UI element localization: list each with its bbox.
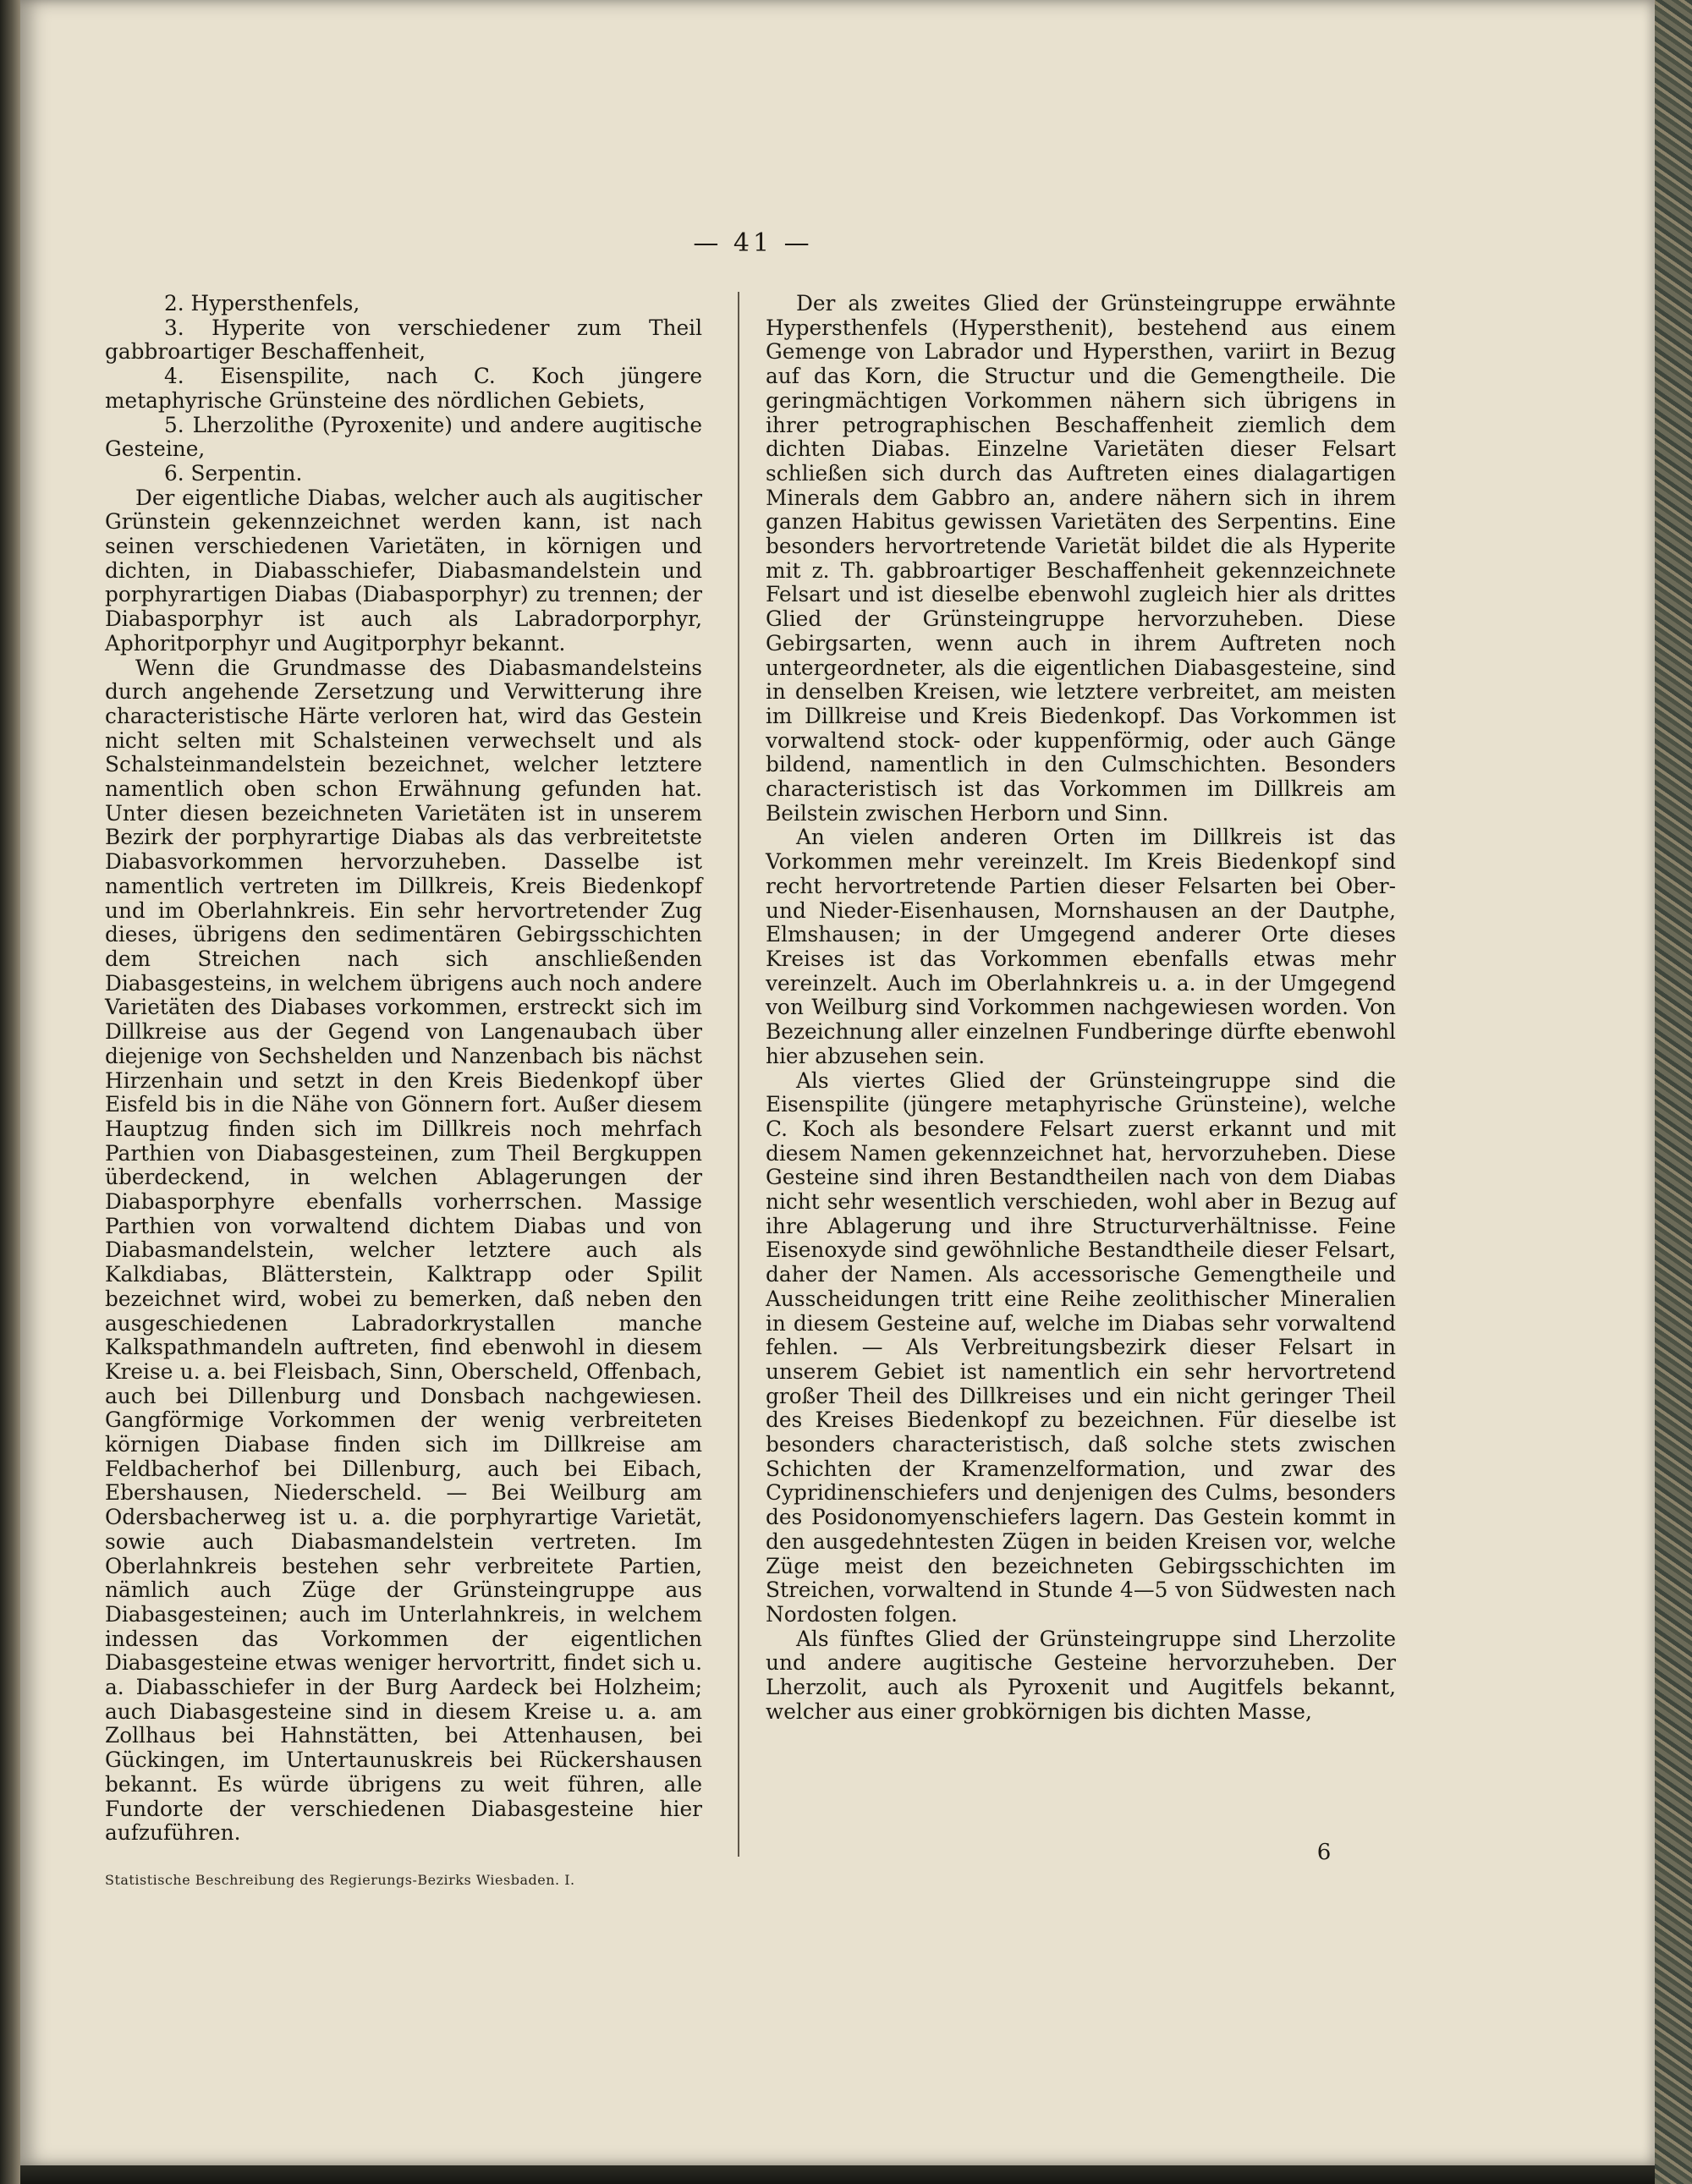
right-text-column [766, 292, 1396, 1724]
paragraph: An vielen anderen Orten im Dillkreis ist das Vorkommen mehr vereinzelt. Im Kreis Biedenkopf sind recht hervortretende Partien dieser Felsarten bei Ober- und Nieder-Eisenhausen, Mornshausen an der Dautphe, Elmshausen; in der Umgegend anderer Orte dieses Kreises ist das Vorkommen ebenfalls etwas mehr vereinzelt. Auch im Oberlahnkreis u. a. in der Umgegend von Weilburg sind Vorkommen nachgewiesen worden. Von Bezeichnung aller einzelnen Fundberinge dürfte ebenwohl hier abzusehen sein. [766, 825, 1396, 1068]
list-item: 5. Lherzolithe (Pyroxenite) und andere augitische Gesteine, [105, 412, 702, 462]
paragraph: Der eigentliche Diabas, welcher auch als augitischer Grünstein gekennzeichnet werden kann, ist nach seinen verschiedenen Varietäten, in körnigen und dichten, in Diabasschiefer, Diabasmandelstein und porphyrartigen Diabas (Diabasporphyr) zu trennen; der Diabasporphyr ist auch als Labradorporphyr, Aphoritporphyr und Augitporphyr bekannt. [105, 485, 702, 656]
paragraph: Der als zweites Glied der Grünsteingruppe erwähnte Hypersthenfels (Hypersthenit), bestehend aus einem Gemenge von Labrador und Hypersthen, variirt in Bezug auf das Korn, die Structur und die Gemengtheile. Die geringmächtigen Vorkommen nähern sich übrigens in ihrer petrographischen Beschaffenheit ziemlich dem dichten Diabas. Einzelne Varietäten dieser Felsart schließen sich durch das Auftreten eines dialagartigen Minerals dem Gabbro an, andere nähern sich in ihrem ganzen Habitus gewissen Varietäten des Serpentins. Eine besonders hervortretende Varietät bildet die als Hyperite mit z. Th. gabbroartiger Beschaffenheit gekennzeichnete Felsart und ist dieselbe ebenwohl zugleich hier als drittes Glied der Grünsteingruppe hervorzuheben. Diese Gebirgsarten, wenn auch in ihrem Auftreten noch untergeordneter, als die eigentlichen Diabasgesteine, sind in denselben Kreisen, wie letztere verbreitet, am meisten im Dillkreise und Kreis Biedenkopf. Das Vorkommen ist vorwaltend stock- oder kuppenförmig, oder auch Gänge bildend, namentlich in den Culmschichten. Besonders characteristisch ist das Vorkommen im Dillkreis am Beilstein zwischen Herborn und Sinn. [766, 291, 1396, 826]
list-item: 4. Eisenspilite, nach C. Koch jüngere metaphyrische Grünsteine des nördlichen Gebiets, [105, 364, 702, 413]
column-divider [738, 292, 739, 1857]
paragraph: Als viertes Glied der Grünsteingruppe sind die Eisenspilite (jüngere metaphyrische Grünsteine), welche C. Koch als besondere Felsart zuerst erkannt und mit diesem Namen gekennzeichnet hat, hervorzuheben. Diese Gesteine sind ihren Bestandtheilen nach von dem Diabas nicht sehr wesentlich verschieden, wohl aber in Bezug auf ihre Ablagerung und ihre Structurverhältnisse. Feine Eisenoxyde sind gewöhnliche Bestandtheile dieser Felsart, daher der Namen. Als accessorische Gemengtheile und Ausscheidungen tritt eine Reihe zeolithischer Mineralien in diesem Gesteine auf, welche im Diabas sehr vorwaltend fehlen. — Als Verbreitungsbezirk dieser Felsart in unserem Gebiet ist namentlich ein sehr hervortretend großer Theil des Dillkreises und ein nicht geringer Theil des Kreises Biedenkopf zu bezeichnen. Für dieselbe ist besonders characteristisch, daß solche stets zwischen Schichten der Kramenzelformation, und zwar des Cypridinenschiefers und denjenigen des Culms, besonders des Posidonomyenschiefers lagern. Das Gestein kommt in den ausgedehntesten Zügen in beiden Kreisen vor, welche Züge meist den bezeichneten Gebirgsschichten im Streichen, vorwaltend in Stunde 4—5 von Südwesten nach Nordosten folgen. [766, 1067, 1396, 1627]
marbled-book-edge [1655, 0, 1692, 2184]
page-bottom-edge [20, 2165, 1655, 2184]
list-item: 6. Serpentin. [164, 460, 303, 486]
list-item: 3. Hyperite von verschiedener zum Theil gabbroartiger Beschaffenheit, [105, 315, 702, 365]
footer-note: Statistische Beschreibung des Regierungs-Bezirks Wiesbaden. I. [105, 1872, 575, 1888]
book-spine-shadow [0, 0, 20, 2184]
left-text-column [105, 292, 702, 1846]
list-item: 2. Hypersthenfels, [164, 291, 360, 316]
signature-mark: 6 [1316, 1840, 1332, 1865]
page-number: — 41 — [693, 228, 813, 258]
paragraph: Als fünftes Glied der Grünsteingruppe sind Lherzolite und andere augitische Gesteine hervorzuheben. Der Lherzolit, auch als Pyroxenit und Augitfels bekannt, welcher aus einer grobkörnigen bis dichten Masse, [766, 1626, 1396, 1724]
paragraph: Wenn die Grundmasse des Diabasmandelsteins durch angehende Zersetzung und Verwitterung ihre characteristische Härte verloren hat, wird das Gestein nicht selten mit Schalsteinen verwechselt und als Schalsteinmandelstein bezeichnet, welcher letztere namentlich oben schon Erwähnung gefunden hat. Unter diesen bezeichneten Varietäten ist in unserem Bezirk der porphyrartige Diabas als das verbreitetste Diabasvorkommen hervorzuheben. Dasselbe ist namentlich vertreten im Dillkreis, Kreis Biedenkopf und im Oberlahnkreis. Ein sehr hervortretender Zug dieses, übrigens den sedimentären Gebirgsschichten dem Streichen nach sich anschließenden Diabasgesteins, in welchem übrigens auch noch andere Varietäten des Diabases vorkommen, erstreckt sich im Dillkreise aus der Gegend von Langenaubach über diejenige von Sechshelden und Nanzenbach bis nächst Hirzenhain und setzt in den Kreis Biedenkopf über Eisfeld bis in die Nähe von Gönnern fort. Außer diesem Hauptzug finden sich im Dillkreis noch mehrfach Parthien von Diabasgesteinen, zum Theil Bergkuppen überdeckend, in welchen Ablagerungen der Diabasporphyre ebenfalls vorherrschen. Massige Parthien von vorwaltend dichtem Diabas und von Diabasmandelstein, welcher letztere auch als Kalkdiabas, Blätterstein, Kalktrapp oder Spilit bezeichnet wird, wobei zu bemerken, daß neben den ausgeschiedenen Labradorkrystallen manche Kalkspathmandeln auftreten, find ebenwohl in diesem Kreise u. a. bei Fleisbach, Sinn, Oberscheld, Offenbach, auch bei Dillenburg und Donsbach nachgewiesen. Gangförmige Vorkommen der wenig verbreiteten körnigen Diabase finden sich im Dillkreise am Feldbacherhof bei Dillenburg, auch bei Eibach, Ebershausen, Niederscheld. — Bei Weilburg am Odersbacherweg ist u. a. die porphyrartige Varietät, sowie auch Diabasmandelstein vertreten. Im Oberlahnkreis bestehen sehr verbreitete Partien, nämlich auch Züge der Grünsteingruppe aus Diabasgesteinen; auch im Unterlahnkreis, in welchem indessen das Vorkommen der eigentlichen Diabasgesteine etwas weniger hervortritt, findet sich u. a. Diabasschiefer in der Burg Aardeck bei Holzheim; auch Diabasgesteine sind in diesem Kreise u. a. am Zollhaus bei Hahnstätten, bei Attenhausen, bei Gückingen, im Untertaunuskreis bei Rückershausen bekannt. Es würde übrigens zu weit führen, alle Fundorte der verschiedenen Diabasgesteine hier aufzuführen. [105, 655, 702, 1846]
